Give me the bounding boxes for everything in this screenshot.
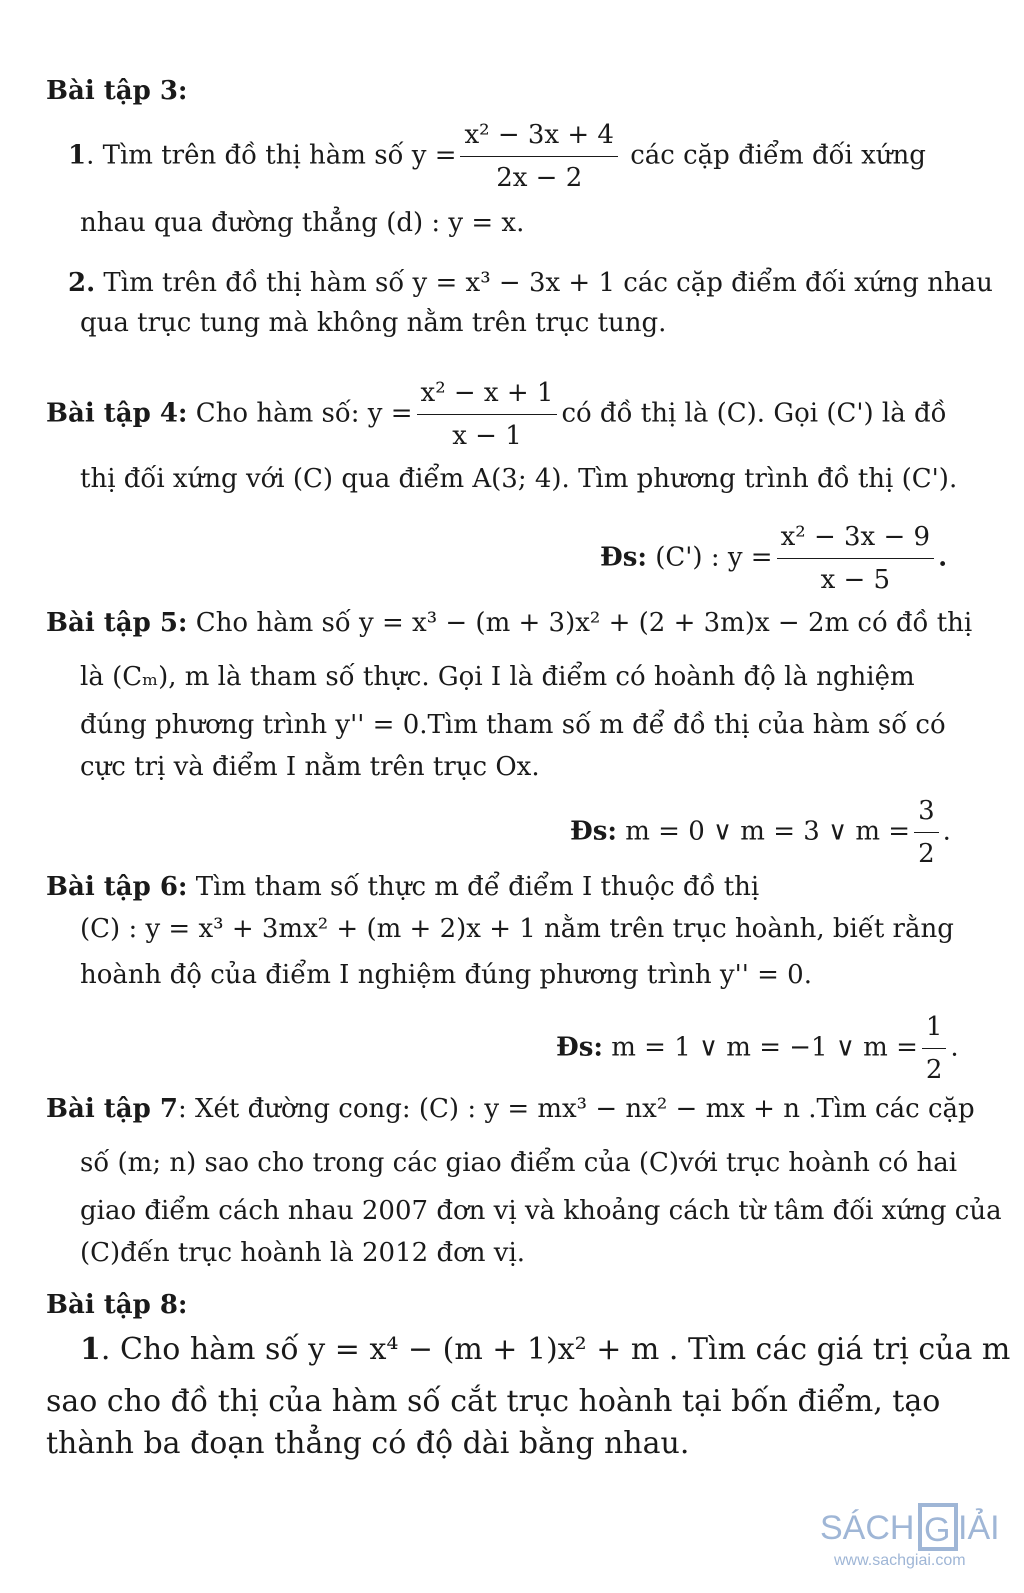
exercise-4-line-1 (46, 376, 947, 453)
exercise-3-part-1 (68, 118, 954, 195)
text: . Tìm trên đồ thị hàm số y = (86, 140, 457, 171)
text: . (942, 816, 951, 847)
exercise-3-part-2 (68, 266, 993, 300)
text: có đồ thị là (C). Gọi (C') là đồ (561, 398, 947, 429)
exercise-5-line-2: là (Cₘ), m là tham số thực. Gọi I là điểm có hoành độ là nghiệm (80, 662, 915, 692)
exercise-6-line-1 (46, 870, 759, 904)
exercise-6-line-2: (C) : y = x³ + 3mx² + (m + 2)x + 1 nằm trên trục hoành, biết rằng (80, 914, 954, 944)
logo-url: www.sachgiai.com (834, 1552, 966, 1569)
text: Tìm tham số thực m để điểm I thuộc đồ thị (187, 872, 760, 902)
fraction-denominator: 2 (925, 1055, 943, 1085)
fraction (914, 794, 939, 871)
exercise-6-line-3: hoành độ của điểm I nghiệm đúng phương trình y'' = 0. (80, 960, 812, 990)
exercise-6-answer (556, 1010, 959, 1087)
text: . (938, 542, 948, 573)
text: Tìm trên đồ thị hàm số y = x³ − 3x + 1 các cặp điểm đối xứng nhau (95, 268, 993, 298)
exercise-8-line-2: sao cho đồ thị của hàm số cắt trục hoành tại bốn điểm, tạo (46, 1384, 941, 1419)
exercise-5-answer (570, 794, 951, 871)
text: . Cho hàm số y = x⁴ − (m + 1)x² + m . Tìm các giá trị của m (100, 1332, 1011, 1367)
fraction (777, 520, 934, 597)
sachgiai-logo (820, 1501, 1010, 1571)
exercise-7-title: Bài tập 7 (46, 1094, 178, 1124)
exercise-7-line-4: (C)đến trục hoành là 2012 đơn vị. (80, 1238, 526, 1268)
text: m = 1 ∨ m = −1 ∨ m = (602, 1032, 918, 1063)
text: (C') : y = (646, 542, 773, 573)
text: . (950, 1032, 959, 1063)
fraction-numerator: 1 (922, 1010, 947, 1049)
exercise-8-part-1 (80, 1330, 1010, 1370)
exercise-3-part-2-line-2: qua trục tung mà không nằm trên trục tung. (80, 308, 667, 338)
text: Cho hàm số: y = (187, 398, 413, 429)
exercise-7-line-2: số (m; n) sao cho trong các giao điểm của (C)với trục hoành có hai (80, 1148, 958, 1178)
sachgiai-logo-graphic (820, 1501, 1010, 1571)
logo-text-g: G (924, 1511, 951, 1549)
text: m = 0 ∨ m = 3 ∨ m = (616, 816, 911, 847)
exercise-5-line-4: cực trị và điểm I nằm trên trục Ox. (80, 752, 540, 782)
fraction (922, 1010, 947, 1087)
part-number: 1 (80, 1332, 101, 1367)
fraction (460, 118, 617, 195)
exercise-4-title: Bài tập 4: (46, 398, 188, 429)
exercise-4-line-2: thị đối xứng với (C) qua điểm A(3; 4). Tìm phương trình đồ thị (C'). (80, 464, 958, 494)
exercise-4-answer (600, 520, 947, 597)
exercise-3-part-1-line-2: nhau qua đường thẳng (d) : y = x. (80, 208, 525, 238)
exercise-3-title: Bài tập 3: (46, 76, 188, 106)
text: các cặp điểm đối xứng (621, 140, 926, 171)
logo-text-a: SÁCH (820, 1509, 915, 1547)
exercise-5-title: Bài tập 5: (46, 608, 188, 638)
exercise-5-line-1 (46, 606, 972, 640)
part-number: 1 (68, 140, 87, 171)
answer-label: Đs: (600, 542, 647, 573)
logo-text-b: IẢI (958, 1509, 1000, 1547)
fraction-numerator: x² − x + 1 (417, 376, 558, 415)
fraction-denominator: x − 5 (820, 565, 891, 595)
fraction-numerator: x² − 3x − 9 (777, 520, 934, 559)
fraction-numerator: x² − 3x + 4 (460, 118, 617, 157)
exercise-7-line-3: giao điểm cách nhau 2007 đơn vị và khoảng cách từ tâm đối xứng của (80, 1196, 1002, 1226)
answer-label: Đs: (556, 1032, 603, 1063)
fraction-denominator: 2 (918, 839, 935, 869)
text: : Xét đường cong: (C) : y = mx³ − nx² − mx + n .Tìm các cặp (177, 1094, 975, 1124)
exercise-5-line-3: đúng phương trình y'' = 0.Tìm tham số m để đồ thị của hàm số có (80, 710, 946, 740)
fraction-denominator: 2x − 2 (496, 163, 583, 193)
exercise-6-title: Bài tập 6: (46, 872, 188, 902)
fraction-denominator: x − 1 (452, 421, 522, 451)
fraction (417, 376, 558, 453)
exercise-7-line-1 (46, 1092, 975, 1126)
exercise-8-title: Bài tập 8: (46, 1290, 188, 1320)
text: Cho hàm số y = x³ − (m + 3)x² + (2 + 3m)x − 2m có đồ thị (187, 608, 973, 638)
exercise-8-line-3: thành ba đoạn thẳng có độ dài bằng nhau. (46, 1426, 690, 1461)
fraction-numerator: 3 (914, 794, 939, 833)
part-number: 2. (68, 268, 96, 298)
answer-label: Đs: (570, 816, 617, 847)
